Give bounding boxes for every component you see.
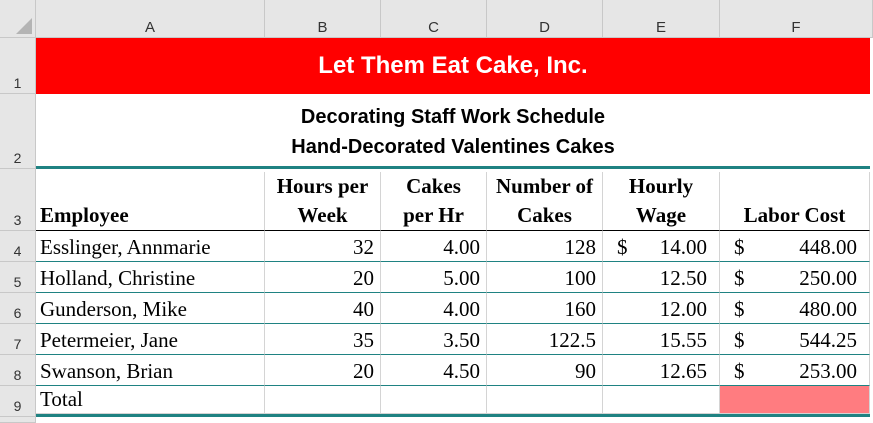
row-header-6[interactable]: 6 bbox=[0, 293, 36, 324]
subtitle-line-2: Hand-Decorated Valentines Cakes bbox=[291, 136, 615, 158]
row-header-2[interactable]: 2 bbox=[0, 94, 36, 169]
header-wage-line2: Wage bbox=[635, 203, 687, 227]
employee-cell[interactable]: Gunderson, Mike bbox=[36, 293, 265, 324]
cell-value: 253.00 bbox=[799, 359, 857, 383]
row-header-9[interactable]: 9 bbox=[0, 386, 36, 417]
employee-cell[interactable]: Petermeier, Jane bbox=[36, 324, 265, 355]
column-header-e[interactable]: E bbox=[603, 0, 720, 38]
row-header-3[interactable]: 3 bbox=[0, 169, 36, 231]
header-labor-label: Labor Cost bbox=[743, 203, 846, 227]
hours-cell[interactable]: 20 bbox=[265, 262, 381, 293]
cakes-per-hr-cell[interactable]: 4.00 bbox=[381, 293, 487, 324]
employee-cell[interactable]: Holland, Christine bbox=[36, 262, 265, 293]
labor-cost-cell[interactable] bbox=[720, 355, 870, 386]
number-of-cakes-cell[interactable]: 100 bbox=[487, 262, 603, 293]
total-label[interactable]: Total bbox=[36, 386, 265, 414]
number-of-cakes-cell[interactable]: 160 bbox=[487, 293, 603, 324]
hourly-wage-cell[interactable] bbox=[603, 293, 720, 324]
header-hours[interactable] bbox=[265, 172, 381, 231]
row-header-8[interactable]: 8 bbox=[0, 355, 36, 386]
number-of-cakes-cell[interactable]: 90 bbox=[487, 355, 603, 386]
header-cakes-per-hr[interactable] bbox=[381, 172, 487, 231]
header-employee[interactable] bbox=[36, 172, 265, 231]
currency-symbol: $ bbox=[734, 235, 745, 259]
subtitle-line-1: Decorating Staff Work Schedule bbox=[300, 106, 606, 128]
employee-cell[interactable]: Swanson, Brian bbox=[36, 355, 265, 386]
labor-cost-cell[interactable] bbox=[720, 262, 870, 293]
total-cakes-per-hr-cell[interactable] bbox=[381, 386, 487, 414]
select-all-corner[interactable] bbox=[0, 0, 36, 38]
labor-cost-cell[interactable] bbox=[720, 293, 870, 324]
cell-value: 250.00 bbox=[799, 266, 857, 290]
hours-cell[interactable]: 35 bbox=[265, 324, 381, 355]
row-header-10[interactable] bbox=[0, 417, 36, 423]
number-of-cakes-cell[interactable]: 122.5 bbox=[487, 324, 603, 355]
total-bottom-border bbox=[36, 414, 870, 417]
subtitle-cell[interactable] bbox=[36, 94, 870, 169]
column-header-d[interactable]: D bbox=[487, 0, 603, 38]
total-labor-cost-cell[interactable] bbox=[720, 386, 870, 414]
cell-value: 15.55 bbox=[659, 328, 707, 352]
currency-symbol: $ bbox=[734, 359, 745, 383]
employee-cell[interactable]: Esslinger, Annmarie bbox=[36, 231, 265, 262]
hourly-wage-cell[interactable] bbox=[603, 355, 720, 386]
cell-value: 12.50 bbox=[659, 266, 707, 290]
hours-cell[interactable]: 40 bbox=[265, 293, 381, 324]
cell-value: 12.00 bbox=[659, 297, 707, 321]
header-employee-label: Employee bbox=[40, 203, 129, 227]
header-cakes-line2: per Hr bbox=[403, 203, 464, 227]
header-number-of-cakes[interactable] bbox=[487, 172, 603, 231]
currency-symbol: $ bbox=[734, 328, 745, 352]
column-header-c[interactable]: C bbox=[381, 0, 487, 38]
header-labor-cost[interactable] bbox=[720, 172, 870, 231]
labor-cost-cell[interactable] bbox=[720, 324, 870, 355]
total-hours-cell[interactable] bbox=[265, 386, 381, 414]
column-header-f[interactable]: F bbox=[720, 0, 873, 38]
hours-cell[interactable]: 20 bbox=[265, 355, 381, 386]
cell-value: 448.00 bbox=[799, 235, 857, 259]
currency-symbol: $ bbox=[617, 235, 628, 259]
cell-value: 544.25 bbox=[799, 328, 857, 352]
number-of-cakes-cell[interactable]: 128 bbox=[487, 231, 603, 262]
total-number-cell[interactable] bbox=[487, 386, 603, 414]
header-hours-line1: Hours per bbox=[276, 174, 369, 198]
select-all-icon bbox=[16, 18, 32, 34]
hours-cell[interactable]: 32 bbox=[265, 231, 381, 262]
hourly-wage-cell[interactable] bbox=[603, 262, 720, 293]
header-number-line1: Number of bbox=[495, 174, 594, 198]
hourly-wage-cell[interactable] bbox=[603, 324, 720, 355]
title-cell[interactable]: Let Them Eat Cake, Inc. bbox=[36, 38, 870, 94]
row-header-5[interactable]: 5 bbox=[0, 262, 36, 293]
row-header-4[interactable]: 4 bbox=[0, 231, 36, 262]
header-hourly-wage[interactable] bbox=[603, 172, 720, 231]
row-header-1[interactable]: 1 bbox=[0, 38, 36, 94]
row-header-7[interactable]: 7 bbox=[0, 324, 36, 355]
hourly-wage-cell[interactable] bbox=[603, 231, 720, 262]
cell-value: 14.00 bbox=[659, 235, 707, 259]
header-hours-line2: Week bbox=[297, 203, 348, 227]
column-header-a[interactable]: A bbox=[36, 0, 265, 38]
labor-cost-cell[interactable] bbox=[720, 231, 870, 262]
header-number-line2: Cakes bbox=[517, 203, 572, 227]
cell-value: 480.00 bbox=[799, 297, 857, 321]
currency-symbol: $ bbox=[734, 266, 745, 290]
cakes-per-hr-cell[interactable]: 5.00 bbox=[381, 262, 487, 293]
cakes-per-hr-cell[interactable]: 4.50 bbox=[381, 355, 487, 386]
cakes-per-hr-cell[interactable]: 4.00 bbox=[381, 231, 487, 262]
total-wage-cell[interactable] bbox=[603, 386, 720, 414]
currency-symbol: $ bbox=[734, 297, 745, 321]
header-cakes-line1: Cakes bbox=[406, 174, 461, 198]
cakes-per-hr-cell[interactable]: 3.50 bbox=[381, 324, 487, 355]
header-wage-line1: Hourly bbox=[628, 174, 694, 198]
column-header-b[interactable]: B bbox=[265, 0, 381, 38]
cell-value: 12.65 bbox=[659, 359, 707, 383]
